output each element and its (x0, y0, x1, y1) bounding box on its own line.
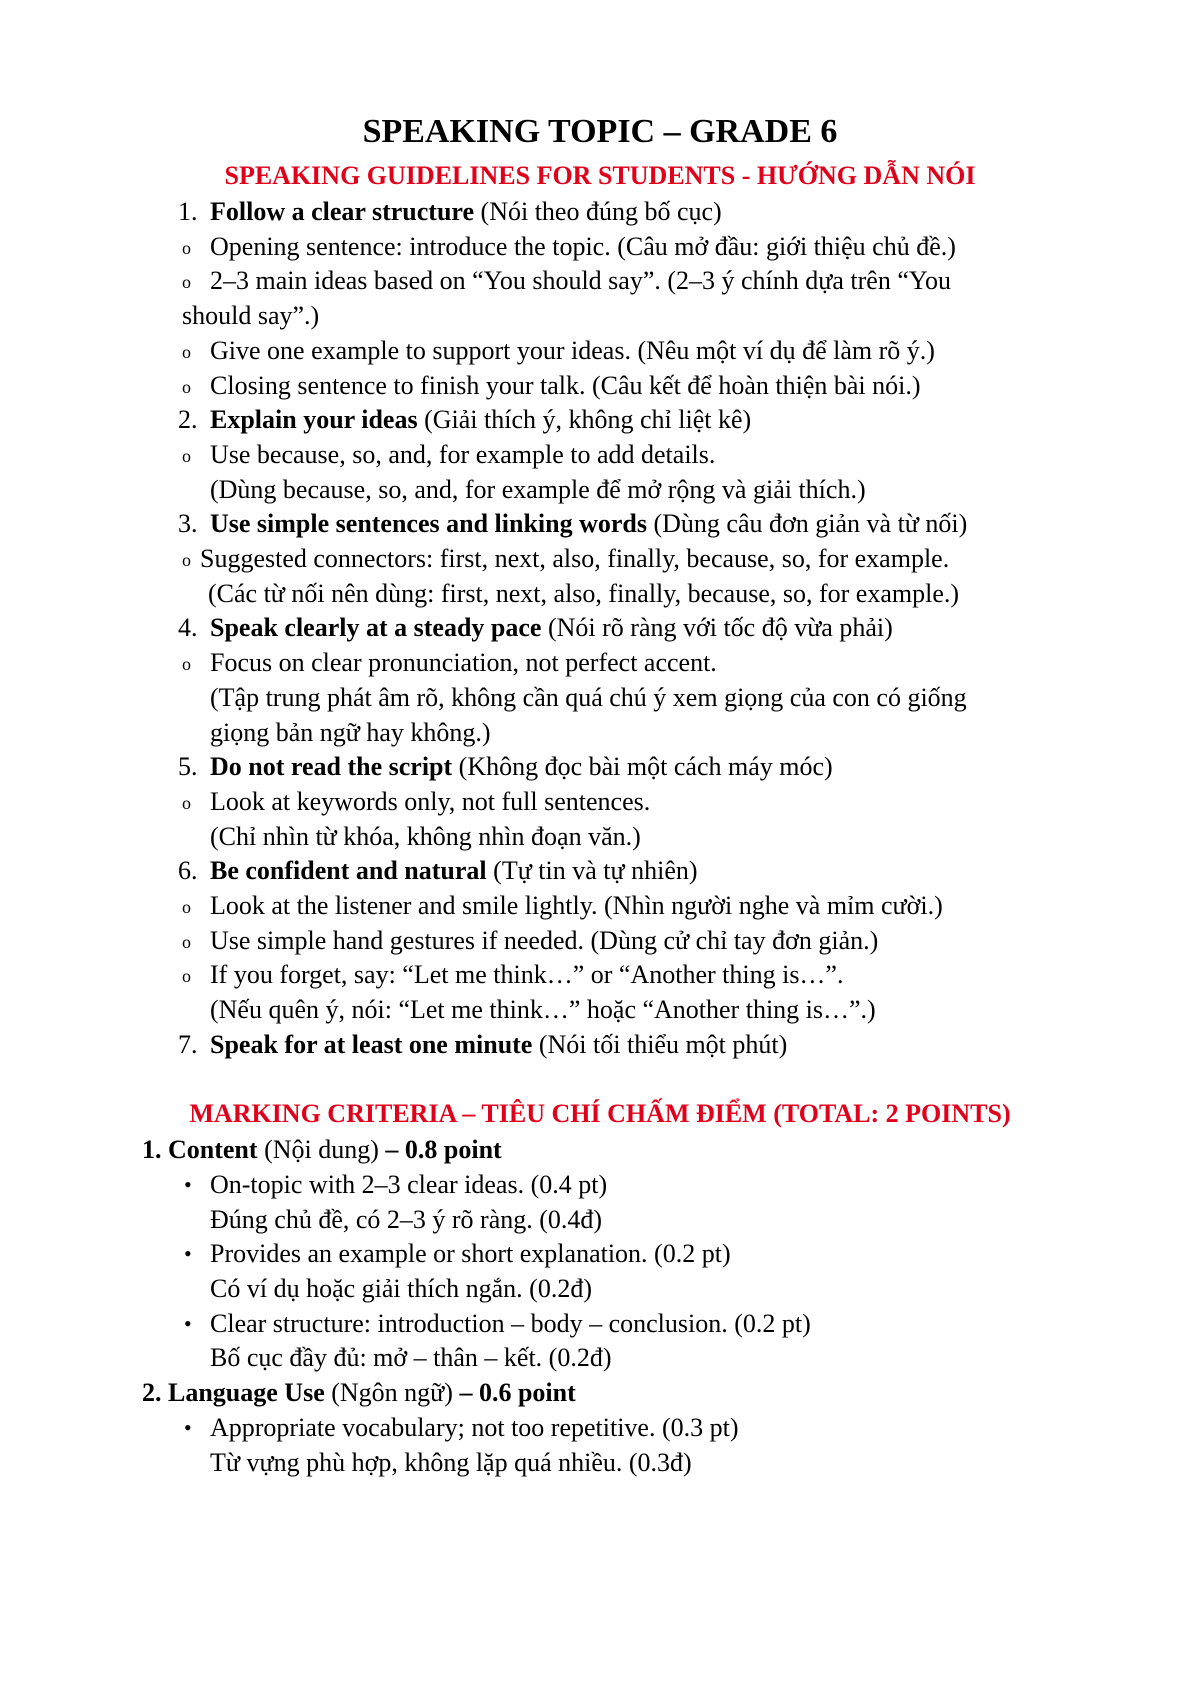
criteria-item: Provides an example or short explanation. (0.2 pt) (210, 1239, 731, 1269)
bullet-marker: • (184, 1171, 192, 1197)
criteria-heading: MARKING CRITERIA – TIÊU CHÍ CHẤM ĐIỂM (TOTAL: 2 POINTS) (189, 1098, 1011, 1128)
criteria-heading-part: (Nội dung) (257, 1135, 386, 1165)
sub-point-text: Use simple hand gestures if needed. (Dùng cử chỉ tay đơn giản.) (210, 925, 879, 955)
criteria-item-translation: Đúng chủ đề, có 2–3 ý rõ ràng. (0.4đ) (210, 1204, 603, 1234)
sub-point-text: giọng bản ngữ hay không.) (210, 717, 491, 747)
criteria-item: On-topic with 2–3 clear ideas. (0.4 pt) (210, 1169, 608, 1199)
criteria-heading-part: 1. Content (142, 1135, 258, 1165)
bullet-marker: • (184, 1310, 192, 1336)
sub-point-text: Look at the listener and smile lightly. (Nhìn người nghe và mỉm cười.) (210, 891, 943, 920)
sub-point-marker: o (182, 897, 191, 917)
sub-point-marker: o (182, 445, 191, 466)
sub-point-text: Use because, so, and, for example to add details. (210, 439, 716, 469)
sub-point-text: Give one example to support your ideas. (Nêu một ví dụ để làm rõ ý.) (210, 335, 935, 365)
sub-point-text: (Nếu quên ý, nói: “Let me think…” hoặc “Another thing is…”.) (210, 995, 876, 1025)
sub-point-marker: o (182, 792, 191, 813)
guideline-translation: (Nói rõ ràng với tốc độ vừa phải) (541, 613, 893, 643)
guideline-translation: (Dùng câu đơn giản và từ nối) (647, 509, 968, 539)
guideline-item (210, 508, 967, 540)
guideline-title: Speak clearly at a steady pace (210, 613, 542, 643)
bullet-marker: • (184, 1241, 192, 1267)
sub-point-marker: o (182, 376, 191, 397)
guideline-item (210, 404, 751, 436)
sub-point-marker: o (182, 654, 191, 675)
guideline-number: 1. (178, 197, 198, 226)
guideline-number: 7. (178, 1029, 198, 1059)
guideline-translation: (Tự tin và tự nhiên) (486, 856, 698, 886)
sub-point-text: Closing sentence to finish your talk. (Câu kết để hoàn thiện bài nói.) (210, 370, 921, 400)
sub-point-marker: o (182, 966, 191, 987)
sub-point-text: Look at keywords only, not full sentences. (210, 786, 651, 816)
guideline-number: 2. (178, 405, 198, 435)
guideline-item (210, 196, 722, 228)
guideline-title: Speak for at least one minute (210, 1029, 533, 1059)
criteria-heading-part: – 0.6 point (459, 1378, 576, 1408)
sub-point-text: (Chỉ nhìn từ khóa, không nhìn đoạn văn.) (210, 821, 641, 851)
bullet-marker: • (184, 1414, 192, 1440)
sub-point-marker: o (182, 272, 191, 293)
criteria-item-translation: Từ vựng phù hợp, không lặp quá nhiều. (0.3đ) (210, 1447, 692, 1477)
criteria-heading-part: – 0.8 point (385, 1135, 502, 1165)
sub-point-marker: o (182, 550, 191, 570)
guideline-title: Follow a clear structure (210, 197, 475, 226)
guideline-number: 5. (178, 752, 198, 782)
guideline-title: Explain your ideas (210, 405, 418, 435)
sub-point-text: If you forget, say: “Let me think…” or “Another thing is…”. (210, 960, 844, 990)
criteria-section-heading (142, 1377, 576, 1409)
sub-point-text: Focus on clear pronunciation, not perfect accent. (210, 648, 717, 678)
sub-point-text: (Tập trung phát âm rõ, không cần quá chú ý xem giọng của con có giống (210, 682, 967, 712)
sub-point-marker: o (182, 237, 191, 258)
guidelines-heading: SPEAKING GUIDELINES FOR STUDENTS - HƯỚNG DẪN NÓI (224, 161, 976, 190)
guideline-item (210, 1029, 787, 1061)
guideline-title: Be confident and natural (210, 856, 487, 886)
sub-point-text: should say”.) (182, 301, 320, 331)
guideline-item (210, 751, 833, 783)
guideline-translation: (Giải thích ý, không chỉ liệt kê) (417, 405, 752, 435)
criteria-item: Clear structure: introduction – body – conclusion. (0.2 pt) (210, 1308, 811, 1338)
page-title: SPEAKING TOPIC – GRADE 6 (362, 113, 838, 150)
criteria-item: Appropriate vocabulary; not too repetitive. (0.3 pt) (210, 1412, 739, 1442)
sub-point-text: 2–3 main ideas based on “You should say”. (2–3 ý chính dựa trên “You (210, 266, 952, 296)
criteria-item-translation: Có ví dụ hoặc giải thích ngắn. (0.2đ) (210, 1274, 592, 1303)
guideline-translation: (Không đọc bài một cách máy móc) (452, 752, 833, 782)
criteria-heading-part: 2. Language Use (142, 1378, 325, 1408)
sub-point-text: (Dùng because, so, and, for example để mở rộng và giải thích.) (210, 474, 866, 504)
guideline-translation: (Nói tối thiểu một phút) (532, 1029, 788, 1059)
criteria-section-heading (142, 1134, 502, 1166)
criteria-heading-part: (Ngôn ngữ) (324, 1378, 460, 1408)
guideline-number: 4. (178, 613, 198, 643)
guideline-item (210, 855, 698, 887)
guideline-title: Do not read the script (210, 752, 453, 782)
sub-point-text: Suggested connectors: first, next, also, finally, because, so, for example. (200, 544, 950, 573)
sub-point-text: (Các từ nối nên dùng: first, next, also, finally, because, so, for example.) (208, 578, 960, 608)
guideline-item (210, 612, 893, 644)
guideline-number: 6. (178, 856, 198, 886)
sub-point-text: Opening sentence: introduce the topic. (Câu mở đầu: giới thiệu chủ đề.) (210, 231, 956, 261)
sub-point-marker: o (182, 931, 191, 952)
guideline-number: 3. (178, 509, 198, 539)
criteria-item-translation: Bố cục đầy đủ: mở – thân – kết. (0.2đ) (210, 1343, 612, 1373)
sub-point-marker: o (182, 341, 191, 362)
guideline-title: Use simple sentences and linking words (210, 509, 647, 539)
guideline-translation: (Nói theo đúng bố cục) (474, 197, 722, 226)
